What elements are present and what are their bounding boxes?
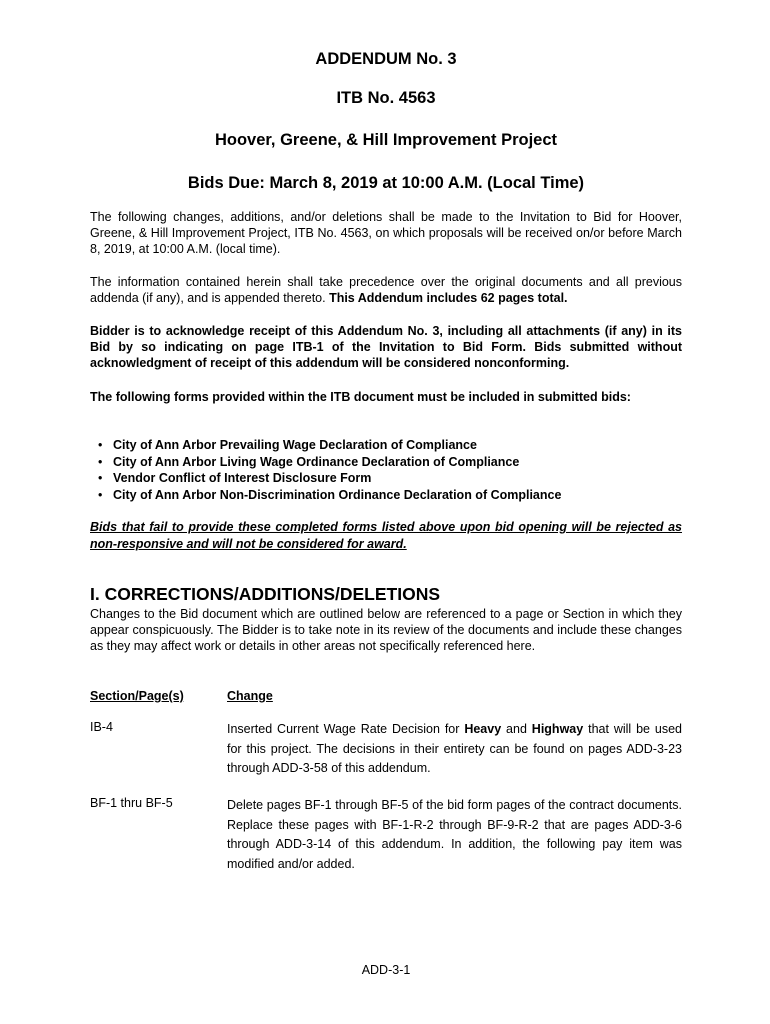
highway-label: Highway bbox=[531, 722, 584, 736]
bids-due: Bids Due: March 8, 2019 at 10:00 A.M. (Local Time) bbox=[187, 174, 585, 192]
column-header-change: Change bbox=[227, 689, 273, 703]
list-item: • City of Ann Arbor Prevailing Wage Declaration of Compliance bbox=[98, 437, 561, 454]
row-section-label: IB-4 bbox=[90, 720, 113, 734]
page-count-note: This Addendum includes 62 pages total. bbox=[329, 291, 568, 305]
addendum-title: ADDENDUM No. 3 bbox=[315, 50, 457, 68]
row-section-label: BF-1 thru BF-5 bbox=[90, 796, 173, 810]
required-forms-list bbox=[98, 437, 561, 503]
required-forms-intro: The following forms provided within the ITB document must be included in submitted bids: bbox=[90, 390, 631, 404]
column-header-section: Section/Page(s) bbox=[90, 689, 184, 703]
intro-paragraph: The following changes, additions, and/or deletions shall be made to the Invitation to Bid for Hoover, Greene, & Hill Improvement Project, ITB No. 4563, on which proposals will be received on/or before March 8, 2019, at 10:00 A.M. (local time). bbox=[90, 210, 682, 256]
change-text: Inserted Current Wage Rate Decision for bbox=[227, 722, 465, 736]
row-change-text bbox=[227, 720, 682, 779]
itb-number: ITB No. 4563 bbox=[336, 89, 436, 107]
heavy-label: Heavy bbox=[464, 722, 502, 736]
list-item: • City of Ann Arbor Non-Discrimination Ordinance Declaration of Compliance bbox=[98, 487, 561, 504]
list-item: • City of Ann Arbor Living Wage Ordinance Declaration of Compliance bbox=[98, 454, 561, 471]
list-item: • Vendor Conflict of Interest Disclosure Form bbox=[98, 470, 561, 487]
page-number: ADD-3-1 bbox=[361, 963, 411, 977]
document-page bbox=[90, 0, 682, 1024]
precedence-text: The information contained herein shall take precedence over the original documents and all previous addenda (if any), and is appended thereto. bbox=[90, 275, 682, 305]
project-name: Hoover, Greene, & Hill Improvement Project bbox=[214, 131, 558, 149]
change-text: and bbox=[501, 722, 532, 736]
precedence-paragraph bbox=[90, 274, 682, 306]
row-change-text: Delete pages BF-1 through BF-5 of the bid form pages of the contract documents. Replace these pages with BF-1-R-2 through BF-9-R-2 that are pages ADD-3-6 through ADD-3-14 of this addendum. In addition, the following pay item was modified and/or added. bbox=[227, 798, 682, 871]
acknowledge-paragraph: Bidder is to acknowledge receipt of this Addendum No. 3, including all attachments (if any) in its Bid by so indicating on page ITB-1 of the Invitation to Bid Form. Bids submitted without acknowledgment of receipt of this addendum will be considered nonconforming. bbox=[90, 324, 682, 370]
section-heading: I. CORRECTIONS/ADDITIONS/DELETIONS bbox=[90, 584, 441, 604]
change-text: that will be used for this project. The decisions in their entirety can be found on pages ADD-3-23 through ADD-3-58 of this addendum. bbox=[227, 722, 682, 775]
rejection-warning: Bids that fail to provide these completed forms listed above upon bid opening will be rejected as non-responsive and will not be considered for award. bbox=[90, 520, 682, 551]
section-intro: Changes to the Bid document which are outlined below are referenced to a page or Section in which they appear conspicuously. The Bidder is to take note in its review of the documents and include these changes as they may affect work or details in other areas not specifically referenced here. bbox=[90, 607, 682, 653]
